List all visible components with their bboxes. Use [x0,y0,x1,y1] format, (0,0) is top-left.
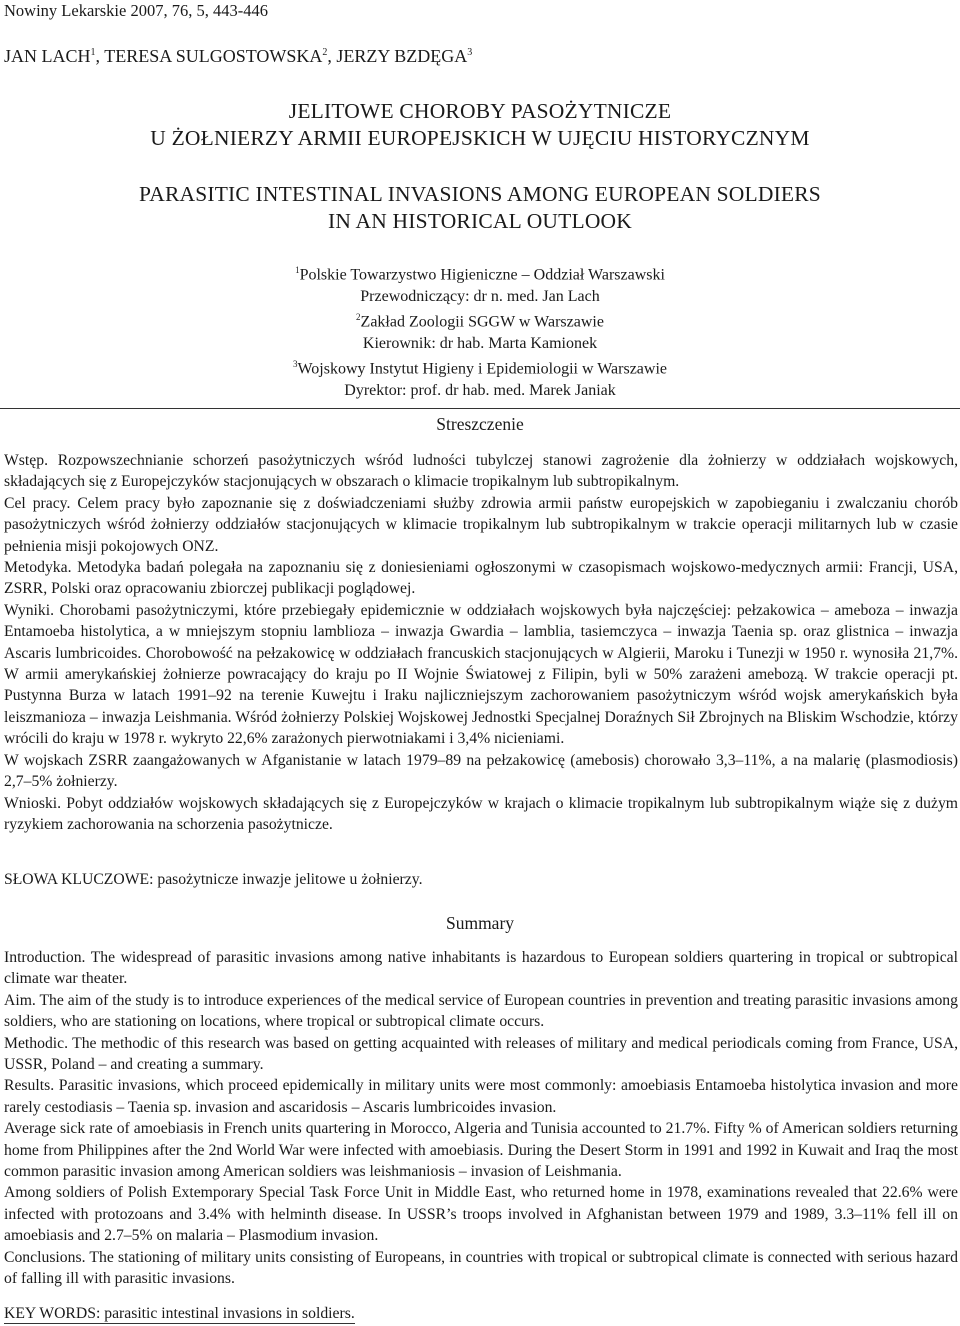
affiliation-line: Dyrektor: prof. dr hab. med. Marek Janiak [344,382,616,400]
abstract-paragraph: Results. Parasitic invasions, which proceed epidemically in military units were most commonly: amoebiasis Entamoeba histolytica invasion and more rarely cestodiasis – Taenia sp. invasion and ascaridosis – Ascaris lumbricoides invasion. [4,1077,958,1116]
affiliation-marker: 2 [356,312,361,323]
abstract-paragraph: Cel pracy. Celem pracy było zapoznanie się z doświadczeniami służby zdrowia armii państw europejskich w zapobieganiu i zwalczaniu chorób pasożytniczych wśród żołnierzy oddziałów stacjonujących w klimacie tropikalnym lub subtropikalnym w trakcie operacji militarnych lub w czasie pełnienia misji pokojowych ONZ. [4,494,958,555]
author-name: JERZY BZDĘGA [336,46,468,66]
title-line: PARASITIC INTESTINAL INVASIONS AMONG EUROPEAN SOLDIERS [139,182,821,206]
abstract-heading-english: Summary [445,913,515,933]
abstract-polish [4,450,958,835]
affiliation-line: $^1$Polskie Towarzystwo Higieniczne – Oddział Warszawski [295,265,665,284]
abstract-paragraph: Wstęp. Rozpowszechnianie schorzeń pasożytniczych wśród ludności tubylczej stanowi zagrożenie dla żołnierzy w oddziałach wojskowych, składających się z Europejczyków stacjonujących w obszarach o klimacie tropikalnym lub subtropikalnym. [4,452,958,491]
title-line: U ŻOŁNIERZY ARMII EUROPEJSKICH W UJĘCIU HISTORYCZNYM [150,126,810,150]
affiliation-line: $^2$Zakład Zoologii SGGW w Warszawie [356,312,604,331]
abstract-paragraph: Average sick rate of amoebiasis in French units quartering in Morocco, Algeria and Tunisia accounted to 21.7%. Fifty % of American soldiers returning home from Philippines after the 2nd World War were infected with amoebiasis. During the Desert Storm in 1991 and 1992 in Kuwait and Iraq the most common parasitic invasion among American soldiers was leishmaniosis – invasion of Leishmania. [4,1120,958,1181]
keywords-english: KEY WORDS: parasitic intestinal invasions in soldiers. [4,1305,355,1322]
author-affiliation-marker: 2 [322,47,328,58]
abstract-heading-polish: Streszczenie [436,414,524,434]
affiliation-marker: 1 [295,265,300,275]
affiliation-marker: 3 [292,359,298,370]
abstract-paragraph: Methodic. The methodic of this research was based on getting acquainted with releases of military and medical periodicals coming from France, USA, USSR, Poland – and creating a summary. [4,1034,958,1074]
section-divider [0,408,960,409]
affiliation-line: Kierownik: dr hab. Marta Kamionek [362,334,598,352]
abstract-paragraph: Aim. The aim of the study is to introduce experiences of the medical service of European countries in prevention and treating parasitic invasions among soldiers, who are stationing on locations, where tropical or subtropical climate occurs. [4,991,958,1031]
title-line: IN AN HISTORICAL OUTLOOK [328,209,632,233]
title-polish [0,98,960,152]
affiliation-line: Przewodniczący: dr n. med. Jan Lach [360,287,600,305]
abstract-english [4,947,958,1290]
author-affiliation-marker: 1 [90,47,96,58]
author-affiliation-marker: 3 [467,47,473,58]
abstract-paragraph: W wojskach ZSRR zaangażowanych w Afganistanie w latach 1979–89 na pełzakowicę (amebosis) chorowało 3,3–11%, a na malarię (plasmodiosis) 2,7–5% żołnierzy. [4,751,958,791]
affiliations [0,260,960,401]
abstract-paragraph: Wnioski. Pobyt oddziałów wojskowych składających się z Europejczyków w krajach o klimacie tropikalnym lub subtropikalnym wiąże się z dużym ryzykiem zachorowania na schorzenia pasożytnicze. [4,794,958,833]
abstract-paragraph: Among soldiers of Polish Extemporary Special Task Force Unit in Middle East, who returned home in 1978, examinations revealed that 22.6% were infected with protozoans and 3.4% with helminth disease. In USSR’s troops involved in Afghanistan between 1979 and 1989, 3.3–11% fell ill on amoebiasis and 2.7–5% on malaria – Plasmodium invasion. [4,1184,958,1245]
keywords-polish: SŁOWA KLUCZOWE: pasożytnicze inwazje jelitowe u żołnierzy. [4,871,423,888]
abstract-paragraph: Metodyka. Metodyka badań polegała na zapoznaniu się z doniesieniami ogłoszonymi w czasopismach wojskowo-medycznych armii: Francji, USA, ZSRR, Polski oraz opracowaniu zbiorczej publikacji poglądowej. [4,559,958,598]
author-name: TERESA SULGOSTOWSKA [104,46,323,66]
author-name: JAN LACH [4,46,91,66]
abstract-paragraph: Wyniki. Chorobami pasożytniczymi, które przebiegały epidemicznie w oddziałach wojskowych była najczęściej: pełzakowica – ameboza – inwazja Entamoeba histolytica, a w mniejszym stopniu lamblioza – inwazja Gwardia – lamblia, tasiemczyca – inwazja Taenia sp. oraz glistnica – inwazja Ascaris lumbricoides. Chorobowość na pełzakowicę w oddziałach francuskich stacjonujących w Algierii, Maroku i Tunezji w 1950 r. wynosiła 21,7%. W armii amerykańskiej żołnierze powracający do kraju po II Wojnie Światowej z Filipin, byli w 50% zarażeni amebozą. W trakcie operacji pt. Pustynna Burza w latach 1991–92 na terenie Kuwejtu i Iraku najliczniejszym zachorowaniem pasożytniczym wśród wojsk amerykańskich była leiszmanioza – inwazja Leishmania. Wśród żołnierzy Polskiej Wojskowej Jednostki Specjalnej Doraźnych Sił Zbrojnych na Bliskim Wschodzie, którzy wrócili do kraju w 1978 r. wykryto 22,6% zarażonych pierwotniakami i 3,4% nicieniami. [4,601,958,748]
affiliation-line: $^3$Wojskowy Instytut Higieny i Epidemiologii w Warszawie [292,359,668,378]
abstract-paragraph: Introduction. The widespread of parasitic invasions among native inhabitants is hazardous to European soldiers quartering in tropical or subtropical climate war theater. [4,949,958,988]
author-list: JAN LACH$^1$, TERESA SULGOSTOWSKA$^2$, JERZY BZDĘGA$^3$ [4,46,473,66]
journal-reference: Nowiny Lekarskie 2007, 76, 5, 443-446 [4,1,268,20]
abstract-paragraph: Conclusions. The stationing of military units consisting of Europeans, in countries with tropical or subtropical climate is connected with serious hazard of falling ill with parasitic invasions. [4,1248,958,1288]
title-english [0,181,960,235]
title-line: JELITOWE CHOROBY PASOŻYTNICZE [288,99,672,123]
